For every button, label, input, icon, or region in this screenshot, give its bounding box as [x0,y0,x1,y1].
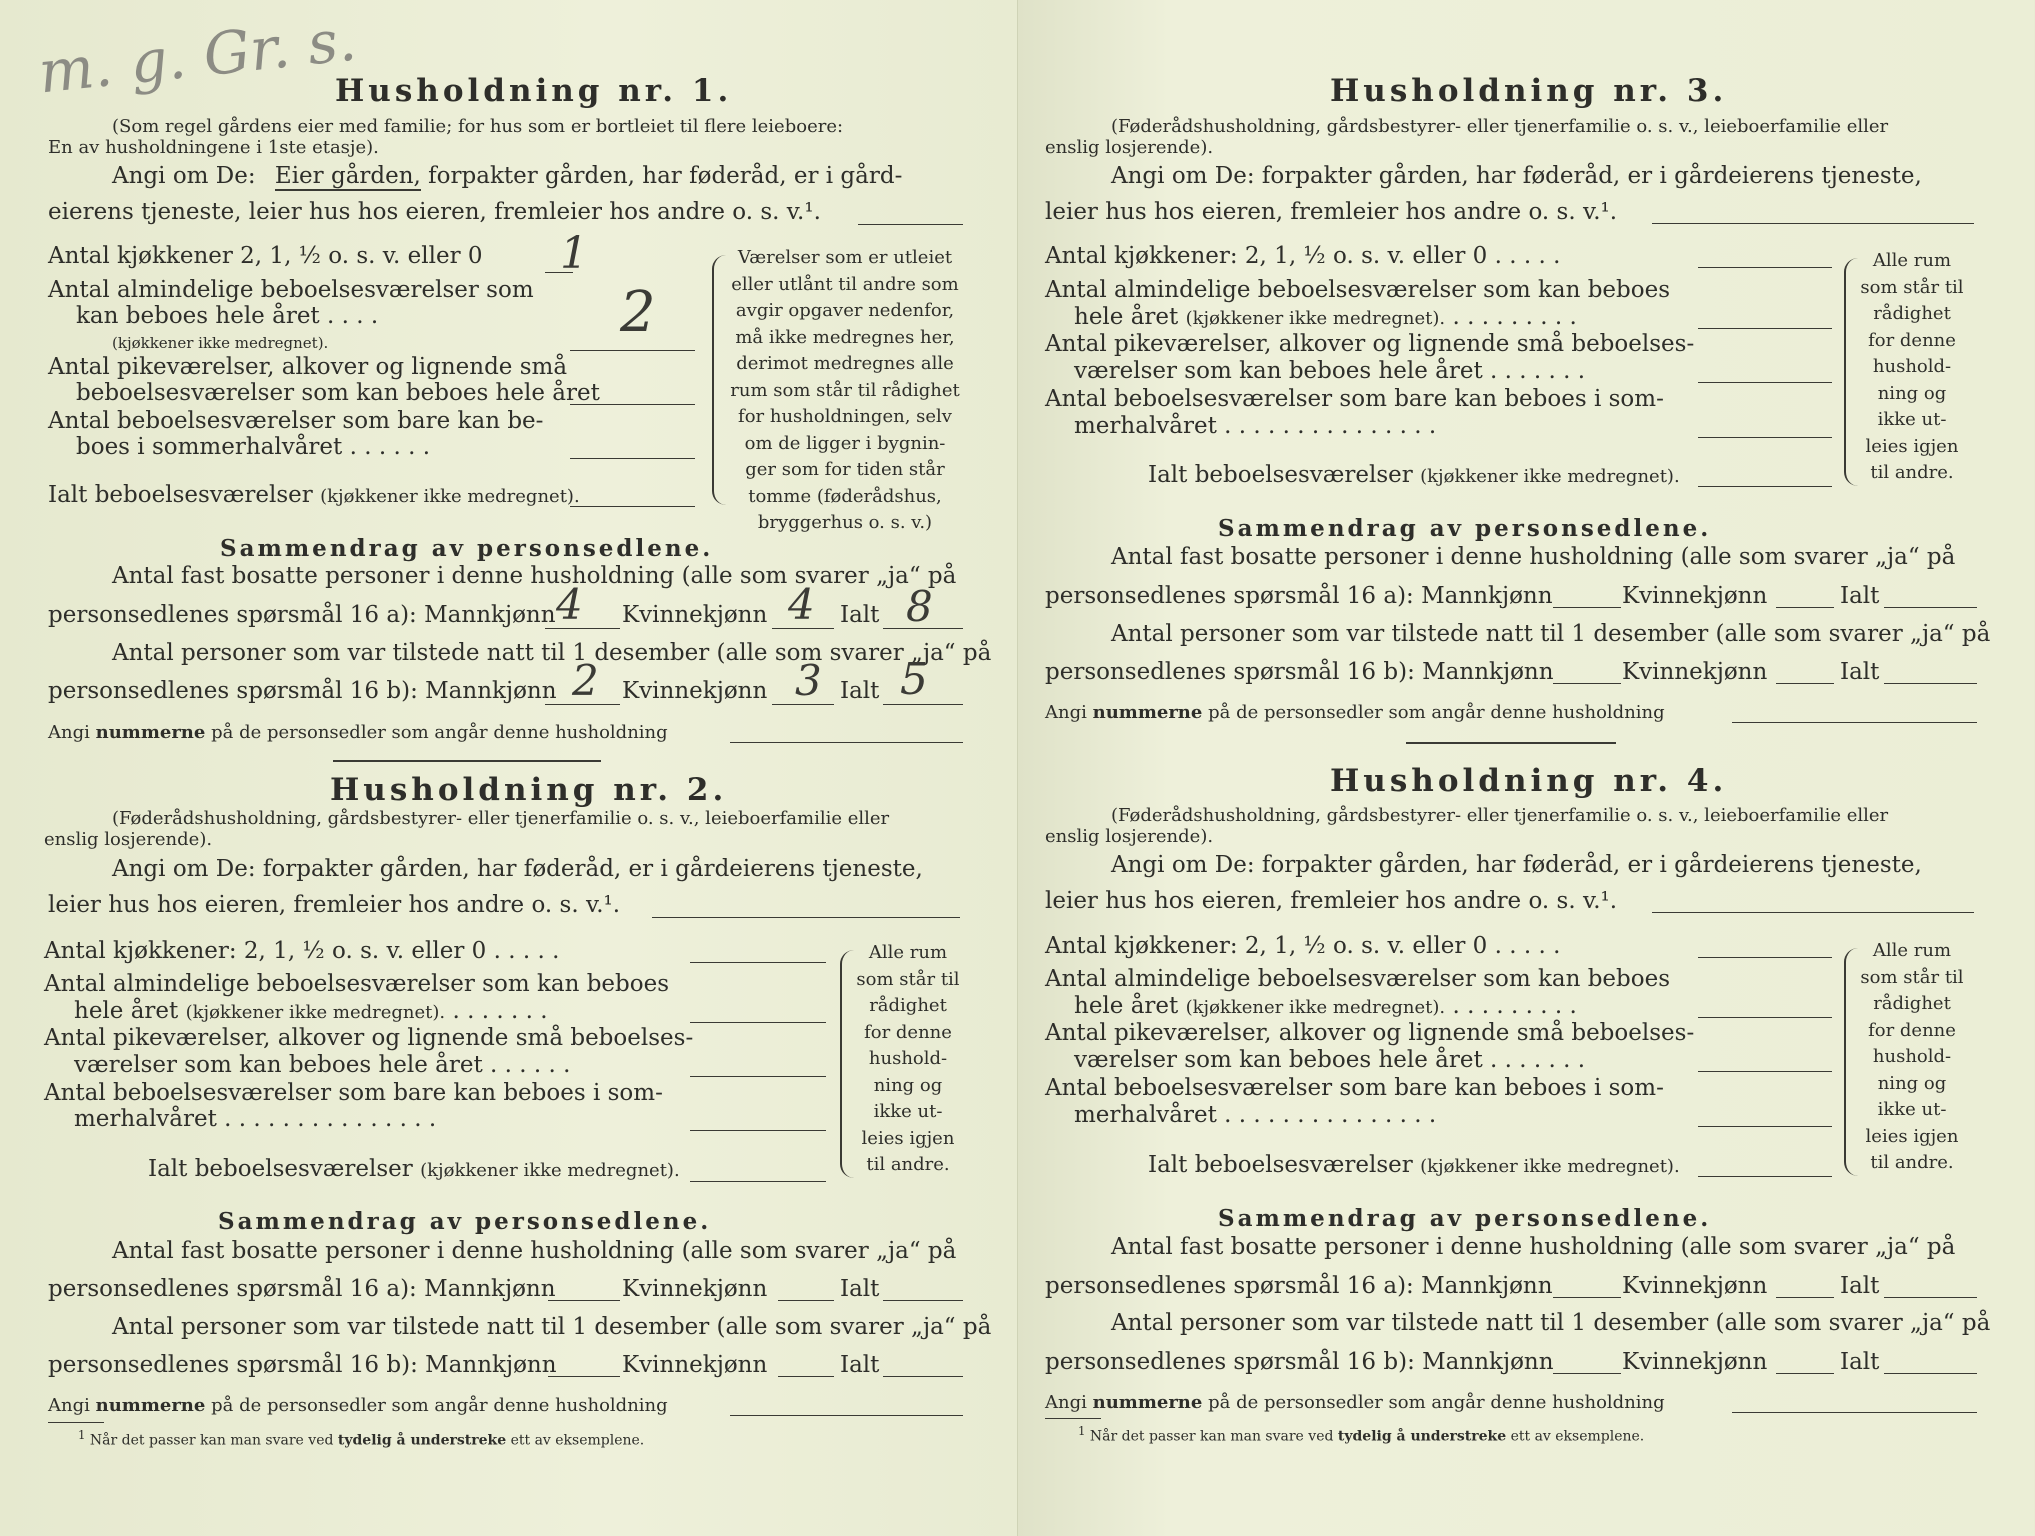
side-note-line: for denne [864,1021,952,1043]
footnote-bold: tydelig å understreke [337,1432,507,1449]
numbers-bold: nummerne [1092,1392,1203,1413]
status-answer-line [858,224,963,225]
household-3-present-total-label: Ialt [1840,659,1880,685]
answer-line [1884,1297,1977,1298]
household-3-total-rooms-label [1148,462,1680,488]
side-note-line: ikke ut- [1877,1099,1947,1120]
side-note-line: til andre. [1870,1152,1954,1173]
rooms-label-note: (kjøkkener ikke medregnet). [1185,997,1446,1018]
rooms-label-dots: . . . . . . . . . [1452,304,1577,330]
household-1-rooms-label-c: (kjøkkener ikke medregnet). [112,334,329,352]
answer-line [772,704,834,705]
household-1-present-female-label: Kvinnekjønn [622,678,768,704]
household-4-rooms-label-b [1074,993,1577,1019]
kitchens-answer-line [1698,957,1832,958]
side-note-line: Alle rum [868,942,948,963]
household-4-maid-rooms-label-a: Antal pikeværelser, alkover og lignende små beboelses- [1045,1020,1695,1046]
household-1-present-question: Antal personer som var tilstede natt til 1 desember (alle som svarer „ja“ på [112,640,992,666]
side-note-line: hushold- [868,1048,948,1069]
status-answer-line [652,917,960,918]
side-note-line: leies igjen [1865,435,1959,457]
total-rooms-answer-line [570,506,695,507]
answer-line [883,704,963,705]
household-4-maid-rooms-label-b: værelser som kan beboes hele året . . . . . . . [1074,1047,1586,1073]
household-2-maid-rooms-label-b: værelser som kan beboes hele året . . . . . . [74,1052,571,1078]
household-4-status-options-line2: leier hus hos eieren, fremleier hos andre o. s. v.¹. [1045,888,1618,914]
answer-line [1884,607,1977,608]
answer-line [1884,683,1977,684]
side-note-line: hushold- [1872,1046,1952,1067]
section-separator [1406,742,1616,744]
household-3-note-line1: (Føderådshusholdning, gårdsbestyrer- eller tjenerfamilie o. s. v., leieboerfamilie eller [1111,116,1889,137]
household-1-summary-title: Sammendrag av personsedlene. [220,535,714,562]
footnote-mark: 1 [1078,1424,1086,1438]
household-3-present-female-label: Kvinnekjønn [1622,659,1768,685]
household-1-summer-rooms-label-a: Antal beboelsesværelser som bare kan be- [48,408,544,434]
answer-line [883,1376,963,1377]
side-note-line: til andre. [866,1154,950,1175]
household-2-present-male-label: personsedlenes spørsmål 16 b): Mannkjønn [48,1352,557,1378]
answer-line [778,1376,834,1377]
household-4-present-question: Antal personer som var tilstede natt til 1 desember (alle som svarer „ja“ på [1111,1310,1991,1336]
household-3-rooms-label-b [1074,304,1577,330]
summer-rooms-answer-line [570,458,695,459]
household-3-maid-rooms-label-a: Antal pikeværelser, alkover og lignende små beboelses- [1045,331,1695,357]
side-note-line: som står til [1860,966,1964,988]
household-4-note-line1: (Føderådshusholdning, gårdsbestyrer- eller tjenerfamilie o. s. v., leieboerfamilie eller [1111,805,1889,826]
summer-rooms-answer-line [1698,1126,1832,1127]
numbers-text: på de personsedler som angår denne husholdning [1208,702,1665,723]
household-3-summer-rooms-label-a: Antal beboelsesværelser som bare kan beboes i som- [1045,386,1664,412]
side-note-line: tomme (føderådshus, [748,485,942,507]
household-4-side-note [1852,938,1972,1177]
numbers-bold: nummerne [95,1395,206,1416]
maid-rooms-answer-line [690,1076,826,1077]
answer-line [545,704,620,705]
household-1-rooms-label-b: kan beboes hele året . . . . [76,303,379,329]
household-1-maid-rooms-label-b: beboelsesværelser som kan beboes hele året [76,380,600,406]
household-3-resident-female-label: Kvinnekjønn [1622,583,1768,609]
maid-rooms-answer-line [570,404,695,405]
side-note-line: om de ligger i bygnin- [744,432,946,454]
household-4-total-rooms-label [1148,1152,1680,1178]
household-1-note-line1: (Som regel gårdens eier med familie; for hus som er bortleiet til flere leieboere: [112,116,844,137]
rooms-answer-line [570,350,695,351]
side-note-line: ikke ut- [1877,409,1947,430]
numbers-text: på de personsedler som angår denne husholdning [211,1395,668,1416]
numbers-text: på de personsedler som angår denne husholdning [1208,1392,1665,1413]
household-2-side-note [848,940,968,1179]
household-3-resident-male-label: personsedlenes spørsmål 16 a): Mannkjønn [1045,583,1553,609]
rooms-answer-line [1698,328,1832,329]
total-rooms-text: Ialt beboelsesværelser [48,482,313,508]
total-rooms-note: (kjøkkener ikke medregnet). [320,486,580,507]
numbers-prompt: Angi [1045,702,1087,723]
household-4-present-female-label: Kvinnekjønn [1622,1349,1768,1375]
side-note-line: ikke ut- [873,1101,943,1122]
household-2-note-line2: enslig losjerende). [44,829,213,850]
answer-line [883,628,963,629]
rooms-label-dots: . . . . . . . . . [1452,993,1577,1019]
household-3-present-question: Antal personer som var tilstede natt til 1 desember (alle som svarer „ja“ på [1111,621,1991,647]
left-page [0,0,1017,1536]
household-3-summer-rooms-label-b: merhalvåret . . . . . . . . . . . . . . . [1074,413,1437,439]
side-note-line: rådighet [869,995,947,1016]
household-4-kitchens-label: Antal kjøkkener: 2, 1, ½ o. s. v. eller 0 . . . . . [1045,933,1561,959]
household-1-present-male-value: 2 [572,656,599,705]
household-1-summer-rooms-label-b: boes i sommerhalvåret . . . . . . [76,434,431,460]
footnote-text: ett av eksemplene. [1510,1428,1645,1445]
answer-line [1553,1297,1621,1298]
numbers-answer-line [730,742,963,743]
household-1-present-total-value: 5 [900,654,928,705]
right-page [1017,0,2034,1536]
footnote-rule [48,1422,104,1423]
rooms-label-text: hele året [74,998,179,1024]
household-1-status-question [112,163,902,189]
numbers-answer-line [1732,722,1977,723]
total-rooms-text: Ialt beboelsesværelser [1148,462,1413,488]
household-3-title: Husholdning nr. 3. [1330,73,1728,109]
section-separator [333,760,601,762]
status-options: forpakter gården, har føderåd, er i gård- [428,163,903,189]
kitchens-answer-line [545,272,573,273]
numbers-prompt: Angi [1045,1392,1087,1413]
side-note-line: rådighet [1873,993,1951,1014]
total-rooms-answer-line [1698,1176,1832,1177]
answer-line [1776,607,1834,608]
household-3-resident-total-label: Ialt [1840,583,1880,609]
household-3-status-options-line2: leier hus hos eieren, fremleier hos andre o. s. v.¹. [1045,199,1618,225]
household-1-rooms-value: 2 [620,280,656,345]
household-1-rooms-label-a: Antal almindelige beboelsesværelser som [48,277,534,303]
side-note-line: ning og [1877,382,1947,404]
answer-line [548,1300,620,1301]
household-2-summary-title: Sammendrag av personsedlene. [218,1208,712,1235]
household-1-resident-male-label: personsedlenes spørsmål 16 a): Mannkjønn [48,602,556,628]
total-rooms-note: (kjøkkener ikke medregnet). [420,1160,680,1181]
rooms-answer-line [690,1022,826,1023]
household-1-total-rooms-label [48,482,580,508]
answer-line [1553,683,1621,684]
side-note-line: ning og [873,1074,943,1096]
household-4-note-line2: enslig losjerende). [1045,826,1214,847]
status-answer-line [1652,912,1974,913]
household-1-resident-male-value: 4 [556,580,583,629]
household-1-numbers-label [48,722,668,743]
household-4-status-question: Angi om De: forpakter gården, har føderåd, er i gårdeierens tjeneste, [1111,852,1922,878]
household-2-resident-total-label: Ialt [840,1276,880,1302]
household-3-status-question: Angi om De: forpakter gården, har føderåd, er i gårdeierens tjeneste, [1111,163,1922,189]
numbers-answer-line [730,1415,963,1416]
numbers-prompt: Angi [48,722,90,743]
household-4-title: Husholdning nr. 4. [1330,763,1728,799]
household-2-resident-question: Antal fast bosatte personer i denne husholdning (alle som svarer „ja“ på [112,1238,957,1264]
household-4-resident-question: Antal fast bosatte personer i denne husholdning (alle som svarer „ja“ på [1111,1234,1956,1260]
rooms-label-note: (kjøkkener ikke medregnet). [185,1002,446,1023]
household-4-resident-total-label: Ialt [1840,1273,1880,1299]
household-1-present-female-value: 3 [795,656,822,705]
household-2-note-line1: (Føderådshusholdning, gårdsbestyrer- eller tjenerfamilie o. s. v., leieboerfamilie eller [112,808,890,829]
total-rooms-text: Ialt beboelsesværelser [1148,1152,1413,1178]
household-1-title: Husholdning nr. 1. [335,73,733,109]
footnote-text: Når det passer kan man svare ved [89,1432,334,1449]
side-note-line: bryggerhus o. s. v.) [757,512,933,533]
total-rooms-note: (kjøkkener ikke medregnet). [1420,1156,1680,1177]
kitchens-answer-line [690,962,826,963]
side-note-line: for denne [1868,1019,1956,1041]
household-1-resident-total-label: Ialt [840,602,880,628]
total-rooms-answer-line [690,1181,826,1182]
household-2-title: Husholdning nr. 2. [330,772,728,808]
household-3-kitchens-label: Antal kjøkkener: 2, 1, ½ o. s. v. eller 0 . . . . . [1045,243,1561,269]
side-note-line: eller utlånt til andre som [731,273,959,295]
household-1-resident-female-value: 4 [788,580,815,629]
side-note-line: som står til [856,968,960,990]
side-note-line: hushold- [1872,356,1952,377]
household-1-kitchens-label: Antal kjøkkener 2, 1, ½ o. s. v. eller 0 [48,243,483,269]
answer-line [1884,1373,1977,1374]
rooms-label-text: hele året [1074,993,1179,1019]
kitchens-answer-line [1698,267,1832,268]
household-1-side-note [720,245,970,537]
answer-line [1776,1297,1834,1298]
footnote-bold: tydelig å understreke [1337,1428,1507,1445]
answer-line [1776,683,1834,684]
side-note-line: ger som for tiden står [745,459,945,480]
footnote-text: Når det passer kan man svare ved [1089,1428,1334,1445]
household-1-resident-question: Antal fast bosatte personer i denne husholdning (alle som svarer „ja“ på [112,563,957,589]
rooms-label-note: (kjøkkener ikke medregnet). [1185,308,1446,329]
footnote-right [1078,1424,1644,1445]
side-note-line: må ikke medregnes her, [735,326,955,348]
household-3-rooms-label-a: Antal almindelige beboelsesværelser som kan beboes [1045,277,1671,303]
household-1-resident-female-label: Kvinnekjønn [622,602,768,628]
household-2-numbers-label [48,1395,668,1416]
side-note-line: derimot medregnes alle [736,353,954,374]
side-note-line: Værelser som er utleiet [737,247,953,268]
household-1-maid-rooms-label-a: Antal pikeværelser, alkover og lignende små [48,354,568,380]
household-4-summary-title: Sammendrag av personsedlene. [1218,1205,1712,1232]
household-2-kitchens-label: Antal kjøkkener: 2, 1, ½ o. s. v. eller 0 . . . . . [44,938,560,964]
answer-line [548,1376,620,1377]
summer-rooms-answer-line [1698,437,1832,438]
footnote-text: ett av eksemplene. [510,1432,645,1449]
household-4-resident-female-label: Kvinnekjønn [1622,1273,1768,1299]
household-4-resident-male-label: personsedlenes spørsmål 16 a): Mannkjønn [1045,1273,1553,1299]
household-1-note-line2: En av husholdningene i 1ste etasje). [48,137,379,158]
household-2-summer-rooms-label-a: Antal beboelsesværelser som bare kan beboes i som- [44,1080,663,1106]
status-answer-line [1652,223,1974,224]
answer-line [1553,1373,1621,1374]
side-note-line: som står til [1860,276,1964,298]
household-2-present-total-label: Ialt [840,1352,880,1378]
rooms-label-dots: . . . . . . . [452,998,548,1024]
total-rooms-answer-line [1698,486,1832,487]
household-4-present-total-label: Ialt [1840,1349,1880,1375]
side-note-line: leies igjen [861,1127,955,1149]
total-rooms-note: (kjøkkener ikke medregnet). [1420,466,1680,487]
household-1-present-male-label: personsedlenes spørsmål 16 b): Mannkjønn [48,678,557,704]
household-4-summer-rooms-label-a: Antal beboelsesværelser som bare kan beboes i som- [1045,1075,1664,1101]
side-note-line: rådighet [1873,303,1951,324]
household-3-maid-rooms-label-b: værelser som kan beboes hele året . . . . . . . [1074,358,1586,384]
status-prompt: Angi om De: [112,163,256,189]
household-2-total-rooms-label [148,1156,680,1182]
answer-line [778,1300,834,1301]
side-note-line: Alle rum [1872,250,1952,271]
side-note-line: ning og [1877,1072,1947,1094]
household-3-summary-title: Sammendrag av personsedlene. [1218,515,1712,542]
numbers-bold: nummerne [95,722,206,743]
household-2-maid-rooms-label-a: Antal pikeværelser, alkover og lignende små beboelses- [44,1025,694,1051]
household-3-side-note [1852,248,1972,487]
household-2-present-question: Antal personer som var tilstede natt til 1 desember (alle som svarer „ja“ på [112,1314,992,1340]
answer-line [1553,607,1621,608]
household-2-status-question: Angi om De: forpakter gården, har føderåd, er i gårdeierens tjeneste, [112,856,923,882]
household-3-present-male-label: personsedlenes spørsmål 16 b): Mannkjønn [1045,659,1554,685]
household-4-summer-rooms-label-b: merhalvåret . . . . . . . . . . . . . . . [1074,1102,1437,1128]
answer-line [772,628,834,629]
side-note-line: for denne [1868,329,1956,351]
summer-rooms-answer-line [690,1130,826,1131]
household-4-present-male-label: personsedlenes spørsmål 16 b): Mannkjønn [1045,1349,1554,1375]
answer-line [545,628,620,629]
maid-rooms-answer-line [1698,1071,1832,1072]
household-2-status-options-line2: leier hus hos eieren, fremleier hos andre o. s. v.¹. [48,892,621,918]
total-rooms-text: Ialt beboelsesværelser [148,1156,413,1182]
side-note-line: leies igjen [1865,1125,1959,1147]
footnote-mark: 1 [78,1428,86,1442]
maid-rooms-answer-line [1698,382,1832,383]
household-1-present-total-label: Ialt [840,678,880,704]
household-4-numbers-label [1045,1392,1665,1413]
household-2-resident-male-label: personsedlenes spørsmål 16 a): Mannkjønn [48,1276,556,1302]
household-3-note-line2: enslig losjerende). [1045,137,1214,158]
side-note-line: Alle rum [1872,940,1952,961]
rooms-label-text: hele året [1074,304,1179,330]
household-3-resident-question: Antal fast bosatte personer i denne husholdning (alle som svarer „ja“ på [1111,544,1956,570]
household-1-kitchens-value: 1 [560,228,588,279]
footnote-left [78,1428,644,1449]
side-note-line: for husholdningen, selv [738,406,952,427]
side-note-line: rum som står til rådighet [730,379,960,401]
status-answer-underlined: Eier gården, [274,163,421,189]
household-4-rooms-label-a: Antal almindelige beboelsesværelser som kan beboes [1045,966,1671,992]
answer-line [1776,1373,1834,1374]
household-1-status-options-line2: eierens tjeneste, leier hus hos eieren, fremleier hos andre o. s. v.¹. [48,199,821,225]
side-note-line: avgir opgaver nedenfor, [735,300,955,321]
numbers-text: på de personsedler som angår denne husholdning [211,722,668,743]
numbers-bold: nummerne [1092,702,1203,723]
rooms-answer-line [1698,1017,1832,1018]
footnote-rule [1045,1418,1101,1419]
household-2-resident-female-label: Kvinnekjønn [622,1276,768,1302]
numbers-prompt: Angi [48,1395,90,1416]
household-2-rooms-label-b [74,998,548,1024]
pencil-margin-note: m. g. Gr. s. [35,5,360,107]
household-2-present-female-label: Kvinnekjønn [622,1352,768,1378]
numbers-answer-line [1732,1412,1977,1413]
side-note-line: til andre. [1870,462,1954,483]
household-2-rooms-label-a: Antal almindelige beboelsesværelser som kan beboes [44,971,670,997]
household-1-resident-total-value: 8 [906,582,933,631]
answer-line [883,1300,963,1301]
household-2-summer-rooms-label-b: merhalvåret . . . . . . . . . . . . . . . [74,1106,437,1132]
household-3-numbers-label [1045,702,1665,723]
